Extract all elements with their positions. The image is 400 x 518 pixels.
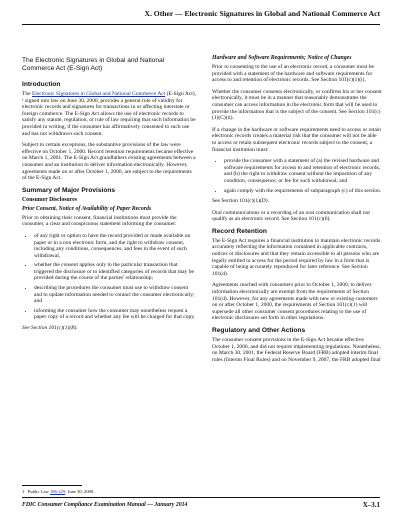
left-column <box>22 57 197 337</box>
footnote-number: 1 <box>22 489 25 494</box>
regulatory-paragraph: The consumer consent provisions in the E-Sign Act became effective October 1, 2000, and did not require implementing regulations. Nonetheless, on March 30, 2001, the Federal Reserve Board (FRB) adopted interim final rules (Interim Final Rules) and on November 9, 2007, the FRB adopted final <box>212 337 381 363</box>
footnote-text <box>22 489 197 495</box>
intro-paragraph-2: Subject to certain exceptions, the substantive provisions of the law were effective on October 1, 2000. Record retention requirements became effective on March 1, 2001. The E-Sign Act grandfathers existing agreements between a consumer and an institution to deliver information electronically. However, agreements made on or after October 1, 2000, are subject to the requirements of the E-Sign Act. <box>22 142 196 182</box>
hardware-heading: Hardware and Software Requirements; Notice of Changes <box>212 55 352 61</box>
hardware-paragraph-3: If a change in the hardware or software requirements need to access or retain electronic records creates a material risk that the consumer will not be able to access or retain subsequent electronic records subject to the consent, a financial institution must: <box>212 126 382 153</box>
hardware-list <box>212 158 382 194</box>
hardware-paragraph-1: Prior to consenting to the use of an electronic record, a consumer must be provided with a statement of the hardware and software requirements for access to and retention of electronic records. See Section 101(c)(1)(i). <box>212 64 374 84</box>
document-title: The Electronic Signatures in Global and National Commerce Act (E-Sign Act) <box>22 57 165 72</box>
footer-manual-title: FDIC Consumer Compliance Examination Manual — January 2014 <box>22 502 188 508</box>
disclosures-heading: Consumer Disclosures <box>22 196 78 203</box>
footer-rule <box>22 497 380 498</box>
right-column <box>212 55 382 368</box>
list-item: • provide the consumer with a statement of (a) the revised hardware and software requirements for access to and retention of electronic records, and (b) the right to withdraw consent without the imposition of any condition, consequence, or fee for such withdrawal; and <box>224 158 382 184</box>
retention-heading: Record Retention <box>212 227 267 235</box>
esign-act-link[interactable]: Electronic Signatures in Global and National Commerce Act <box>31 91 166 97</box>
prior-consent-paragraph: Prior to obtaining their consent, financial institutions must provide the consumer, a clear and conspicuous statement informing the consumer: <box>22 214 177 228</box>
page-footer <box>22 497 380 509</box>
list-item: • informing the consumer how the consumer may nonetheless request a paper copy of a record and whether any fee will be charged for that copy. <box>34 308 197 321</box>
summary-heading: Summary of Major Provisions <box>22 186 116 194</box>
intro-pre: The <box>22 91 32 97</box>
prior-consent-heading: Prior Consent, Notice of Availability of Paper Records <box>22 205 152 212</box>
hardware-paragraph-2: Whether the consumer consents electronically, or confirms his or her consent electronically, it must be in a manner that reasonably demonstrates the consumer can access information in the electronic form that will be used to provide the information that is the subject of the consent. See Section 101(c)(1)(C)(ii). <box>212 88 382 122</box>
oral-communications-paragraph: Oral communications or a recording of an oral communication shall not qualify as an electronic record. See Section 101(c)(6). <box>212 209 370 223</box>
public-law-link[interactable]: 106-229 <box>49 489 66 494</box>
footnote-post: , June 30, 2000. <box>65 489 95 494</box>
see-section-reference: See Section 101(c)(1)(B). <box>22 325 78 332</box>
header-title: X. Other — Electronic Signatures in Global and National Commerce Act <box>144 9 380 18</box>
intro-paragraph-1 <box>22 91 197 137</box>
list-item: • of any right or option to have the record provided or made available on paper or in a non electronic form, and the right to withdraw consent, including any conditions, consequences, and fees in the event of such withdrawal, <box>34 233 197 259</box>
retention-paragraph-2: Agreements reached with consumers prior to October 1, 2000, to deliver information electronically are exempt from the requirements of Section 101(d). However, for any agreements made with new or existing customers on or after October 1, 2000, the requirements of Section 101(c)(1) will supersede all other consumer consent procedures relating to the use of electronic disclosures set forth in other regulations. <box>212 282 378 322</box>
list-item: • whether the consent applies only to the particular transaction that triggered the disclosure or to identified categories of records that may be provided during the course of the parties' relationship; <box>34 262 197 282</box>
prior-consent-list <box>22 233 197 321</box>
see-section-reference: See Section 101(c)(1)(D). <box>212 198 269 205</box>
intro-post: (E-Sign Act), ¹ signed into law on June 30, 2000, provides a general rule of validity for electronic records and signatures for transactions in or affecting interstate or foreign commerce. The E-Sign Act allows the use of electronic records to satisfy any statute, regulation, or rule of law requiring that such information be provided in writing, if the consumer has affirmatively consented to such use and has not withdrawn such consent. <box>22 91 196 137</box>
header-rule <box>22 24 380 25</box>
intro-heading: Introduction <box>22 81 61 88</box>
footnote-pre: Public Law <box>27 489 50 494</box>
retention-paragraph-1: The E-Sign Act requires a financial institution to maintain electronic records accurately reflecting the information contained in applicable contracts, notices or disclosures and that they remain accessible to all persons who are legally entitled to access for the period required by law in a form that is capable of being accurately reproduced for later reference. See Section 101(d). <box>212 237 381 277</box>
list-item: • again comply with the requirements of subparagraph (c) of this section. <box>224 188 382 195</box>
regulatory-heading: Regulatory and Other Actions <box>212 327 306 334</box>
footnote-separator <box>22 485 82 486</box>
list-item: • describing the procedures the consumer must use to withdraw consent and to update information needed to contact the consumer electronically; and <box>34 285 197 305</box>
page-header <box>22 6 380 30</box>
page-number: X–3.1 <box>362 501 380 509</box>
